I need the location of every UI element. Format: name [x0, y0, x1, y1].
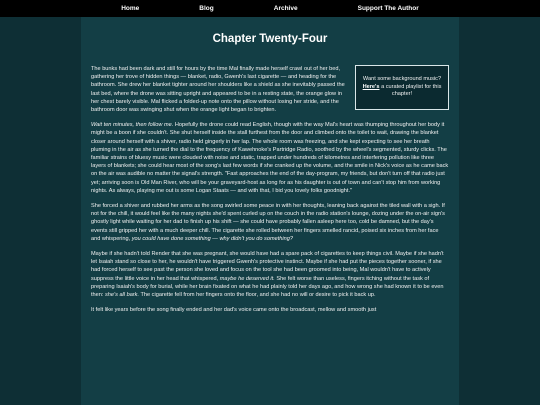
chapter-page — [81, 17, 459, 405]
paragraph-4-italic-a: maybe he deserved it. — [219, 275, 275, 282]
top-navigation — [0, 0, 540, 17]
paragraph-3-italic: you could have done something — why didn't you do something? — [131, 235, 293, 242]
playlist-link[interactable]: Here's — [362, 83, 380, 90]
callout-tail-text: a curated playlist for this chapter! — [381, 83, 442, 98]
paragraph-5: It felt like years before the song finally ended and her dad's voice came onto the broadcast, mellow and smooth just — [91, 307, 377, 314]
paragraph-4-text-a: Maybe if she hadn't told Render that she was pregnant, she would have had a spare pack of cigarettes to keep things civil. Maybe if she hadn't let Isaiah stand so close to her, he wouldn't have triggered Gwenh's protective instinct. Maybe if she had put the pieces together sooner, if she had forced herself to see past the person she loved and focus on the tool she had been groomed into being, Mal wouldn't have to actively suppress the little voice in her head that whispered, — [91, 251, 444, 282]
paragraph-4 — [91, 250, 449, 299]
paragraph-2 — [91, 121, 449, 195]
paragraph-3-text: She forced a shiver and rubbed her arms as the song swirled some peace in with her thoughts, leaning back against the tiled wall with a sigh. If not for the chill, it would feel like the many nights she'd spent curled up on the couch in the radio station's lounge, dozing under the on-air sign's ghostly light while waiting for her dad to finish up his shift — she could have probably fallen asleep here too, cold be damned, but the day's events still gripped her with a much deeper chill. The cigarette she rolled between her fingers smelled rancid, poised six inches from her face and whispering, — [91, 203, 445, 242]
nav-link-archive[interactable]: Archive — [273, 5, 298, 12]
callout-intro-text: Want some background music? — [362, 76, 442, 82]
playlist-callout — [355, 65, 449, 110]
chapter-title: Chapter Twenty-Four — [212, 33, 328, 45]
paragraph-4-text-b: She felt worse than useless, fingers itching without the task of preparing Isaiah's body for burial, while her brain fixated on what he had plainly told her days ago, and how wrong she had known it to be even then: — [91, 275, 444, 299]
paragraph-1: The bunks had been dark and still for hours by the time Mal finally made herself crawl out of her bed, gathering her trove of hidden things — blanket, radio, Gwenh's last cigarette — and heading for the bathroom. She drew her blanket tighter around her shoulders like a shield as she inevitably passed the last bed, where the drone was sitting upright and appeared to be in a resting state, the orange glow in her chest barely visible. Mal flicked a folded-up note onto the pillow without losing her stride, and the bathroom door was swinging shut when the orange light began to brighten. — [91, 66, 345, 114]
paragraph-4-italic-b: she's all bark. — [105, 292, 140, 299]
nav-link-support-the-author[interactable]: Support The Author — [357, 5, 419, 12]
paragraph-2-text: Hopefully the drone could read English, though with the way Mal's heart was thumping throughout her body it might be a boon if she couldn't. She shut herself inside the stall furthest from the door and climbed onto the toilet to wait, drawing the blanket closer around herself with a shiver, radio held gingerly in her lap. The whole room was freezing, and she kept expecting to see her breath pluming in the air as she turned the dial to the frequency of Kawehnoke's Partridge Radio, soothed by the wheel's segmented, sturdy clicks. The familiar strains of bluesy music were clouded with noise and static, trapped under hundreds of kilometres and interfering pollution like three layers of blankets; she could hear most of the song's last few words if she cranked up the volume, and the smile in Nick's voice as he came back on the air was audible no matter the signal's strength. "Fast approaches the end of the day-program, my friends, but don't turn off that radio just yet; arriving soon is Old Man River, who will be your graveyard-host as long for as his daughter is out of town and can't stop him from working nights. As always, playing me out is some Logan Staats — and with that, I bid you lovely folks goodnight." — [91, 122, 449, 194]
chapter-body — [91, 65, 449, 321]
paragraph-3 — [91, 202, 449, 243]
paragraph-4-text-c: The cigarette fell from her fingers onto the floor, and she had no will or desire to pick it back up. — [139, 292, 376, 299]
paragraph-2-italic: Wait ten minutes, then follow me. — [91, 122, 174, 129]
nav-link-blog[interactable]: Blog — [199, 5, 214, 12]
nav-link-home[interactable]: Home — [121, 5, 140, 12]
